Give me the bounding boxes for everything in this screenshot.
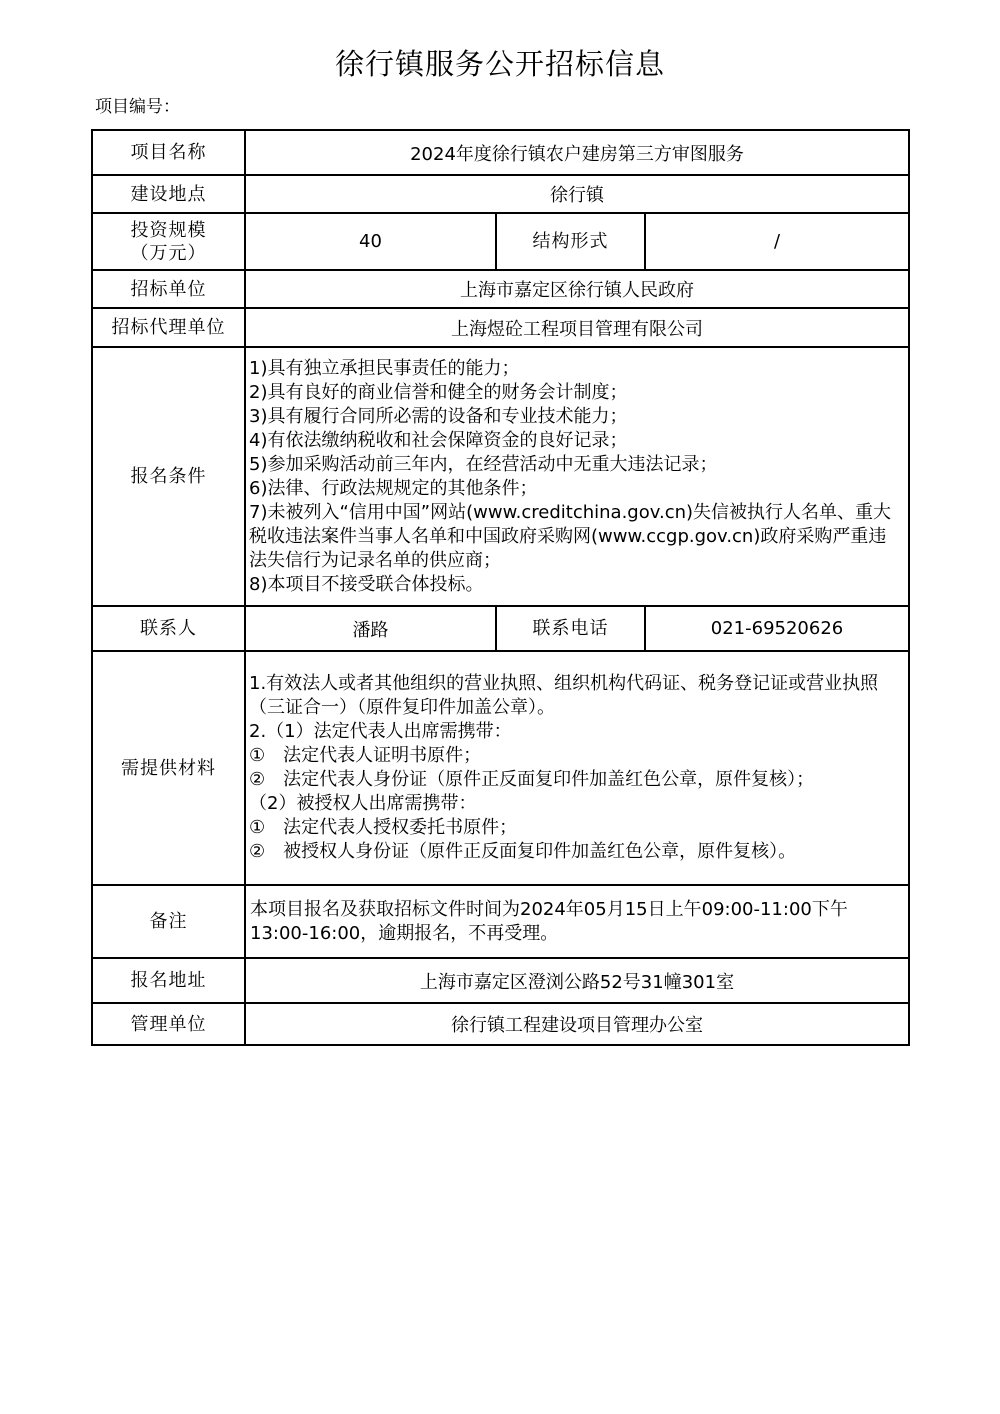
row-agent bbox=[92, 308, 909, 347]
agent-value: 上海煜砼工程项目管理有限公司 bbox=[245, 308, 909, 347]
condition-item: 1)具有独立承担民事责任的能力； bbox=[249, 357, 520, 379]
condition-item: 8)本项目不接受联合体投标。 bbox=[249, 573, 484, 595]
location-label: 建设地点 bbox=[92, 175, 245, 213]
row-management bbox=[92, 1003, 909, 1045]
row-location bbox=[92, 175, 909, 213]
condition-item: 4)有依法缴纳税收和社会保障资金的良好记录； bbox=[249, 429, 628, 451]
management-label: 管理单位 bbox=[92, 1003, 245, 1045]
structure-label: 结构形式 bbox=[496, 213, 645, 270]
condition-item: 3)具有履行合同所必需的设备和专业技术能力； bbox=[249, 405, 628, 427]
condition-item: 6)法律、行政法规规定的其他条件； bbox=[249, 477, 538, 499]
contact-value: 潘路 bbox=[245, 606, 496, 651]
page-title: 徐行镇服务公开招标信息 bbox=[334, 47, 665, 81]
row-project-name bbox=[92, 130, 909, 175]
contact-label: 联系人 bbox=[92, 606, 245, 651]
material-item: 2.（1）法定代表人出席需携带： bbox=[249, 721, 512, 742]
tenderer-value: 上海市嘉定区徐行镇人民政府 bbox=[245, 270, 909, 308]
materials-label: 需提供材料 bbox=[92, 651, 245, 885]
material-item: 1.有效法人或者其他组织的营业执照、组织机构代码证、税务登记证或营业执照（三证合一）（原件复印件加盖公章）。 bbox=[249, 673, 879, 718]
investment-label bbox=[92, 213, 245, 270]
conditions-list bbox=[245, 347, 909, 606]
condition-item: 5)参加采购活动前三年内，在经营活动中无重大违法记录； bbox=[249, 453, 718, 475]
conditions-label: 报名条件 bbox=[92, 347, 245, 606]
material-item: ② 被授权人身份证（原件正反面复印件加盖红色公章，原件复核）。 bbox=[249, 841, 797, 862]
phone-label: 联系电话 bbox=[496, 606, 645, 651]
material-item: ① 法定代表人证明书原件； bbox=[249, 745, 482, 766]
tenderer-label: 招标单位 bbox=[92, 270, 245, 308]
row-contact bbox=[92, 606, 909, 651]
condition-item: 7)未被列入“信用中国”网站(www.creditchina.gov.cn)失信被执行人名单、重大税收违法案件当事人名单和中国政府采购网(www.ccgp.gov.cn)政府采购严重违法失信行为记录名单的供应商； bbox=[249, 501, 892, 571]
project-name-label: 项目名称 bbox=[92, 130, 245, 175]
row-investment bbox=[92, 213, 909, 270]
project-number-label: 项目编号： bbox=[95, 97, 180, 117]
registration-address-label: 报名地址 bbox=[92, 958, 245, 1003]
material-item: ② 法定代表人身份证（原件正反面复印件加盖红色公章，原件复核）； bbox=[249, 769, 815, 790]
registration-address-value: 上海市嘉定区澄浏公路52号31幢301室 bbox=[245, 958, 909, 1003]
investment-value: 40 bbox=[245, 213, 496, 270]
tender-info-table bbox=[91, 129, 910, 1046]
project-name-value: 2024年度徐行镇农户建房第三方审图服务 bbox=[245, 130, 909, 175]
agent-label: 招标代理单位 bbox=[92, 308, 245, 347]
location-value: 徐行镇 bbox=[245, 175, 909, 213]
investment-label-line1: 投资规模 bbox=[130, 219, 207, 241]
condition-item: 2)具有良好的商业信誉和健全的财务会计制度； bbox=[249, 381, 628, 403]
remarks-label: 备注 bbox=[92, 885, 245, 958]
material-item: （2）被授权人出席需携带： bbox=[249, 793, 477, 814]
row-remarks bbox=[92, 885, 909, 958]
row-registration-address bbox=[92, 958, 909, 1003]
row-materials bbox=[92, 651, 909, 885]
material-item: ① 法定代表人授权委托书原件； bbox=[249, 817, 518, 838]
row-conditions bbox=[92, 347, 909, 606]
investment-label-line2: （万元） bbox=[130, 242, 207, 264]
materials-list bbox=[245, 651, 909, 885]
row-tenderer bbox=[92, 270, 909, 308]
phone-value: 021-69520626 bbox=[645, 606, 909, 651]
management-value: 徐行镇工程建设项目管理办公室 bbox=[245, 1003, 909, 1045]
structure-value: / bbox=[645, 213, 909, 270]
remarks-value: 本项目报名及获取招标文件时间为2024年05月15日上午09:00-11:00下午13:00-16:00，逾期报名，不再受理。 bbox=[245, 885, 909, 958]
